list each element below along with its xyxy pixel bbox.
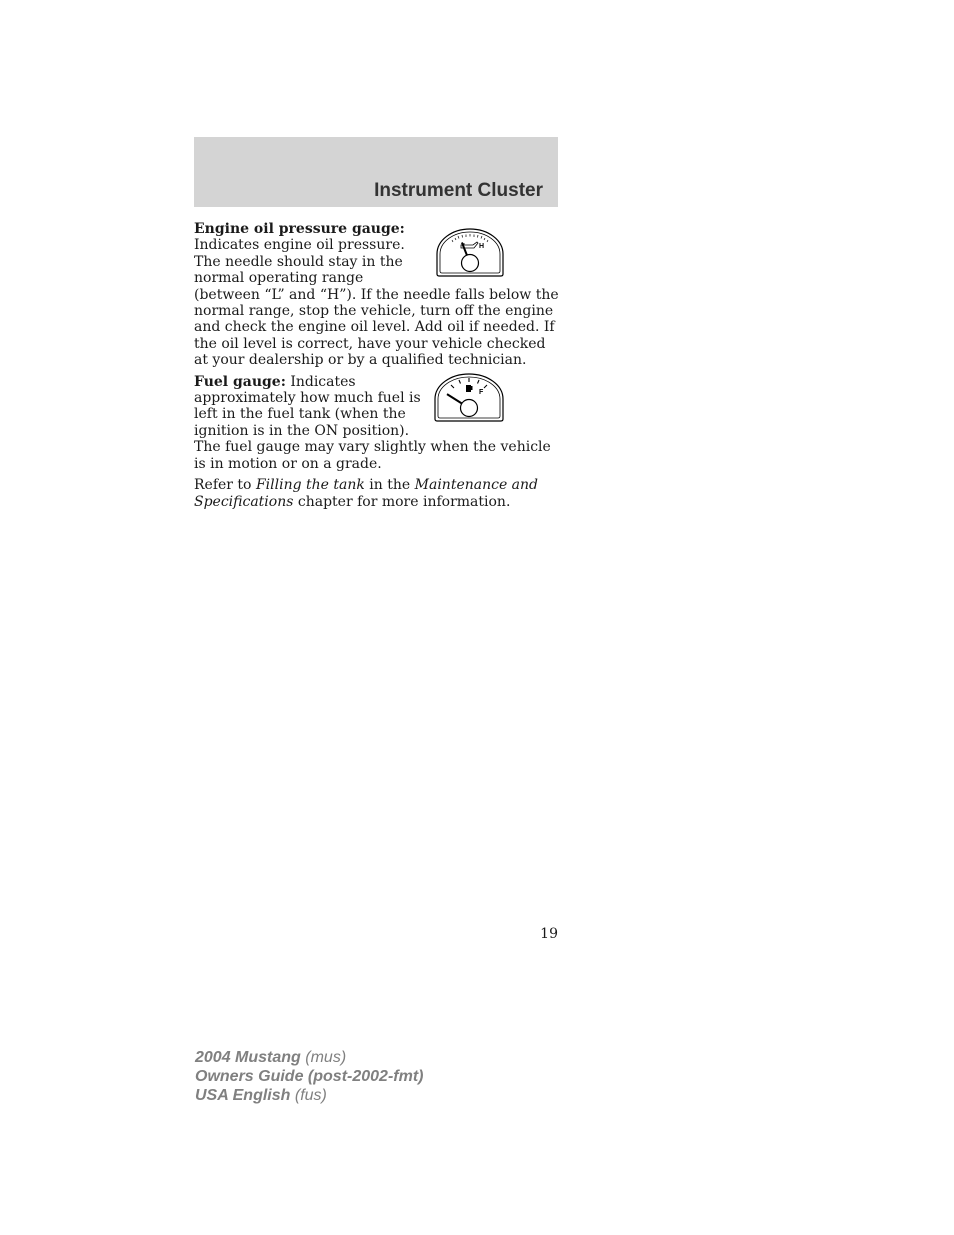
refer-suffix: chapter for more information. [293, 493, 511, 510]
page-number: 19 [540, 926, 558, 942]
oil-pressure-gauge-icon [435, 226, 505, 278]
footer-line-guide: Owners Guide (post-2002-fmt) [195, 1068, 424, 1085]
fuel-gauge-description: Indicates approximately how much fuel is left in the fuel tank (when the ignition is in the ON position). The fuel gauge may vary slightly when the vehicle is in motion or on a grade. [194, 373, 551, 472]
chapter-title: Instrument Cluster [374, 180, 543, 201]
chapter-header [194, 137, 558, 207]
refer-prefix: Refer to [194, 477, 256, 494]
fuel-gauge-paragraph [194, 374, 560, 472]
fuel-gauge-icon [433, 371, 505, 423]
oil-gauge-term: Engine oil pressure gauge: [194, 221, 405, 237]
refer-middle: in the [364, 477, 415, 494]
document-footer [195, 1048, 423, 1105]
fuel-gauge-term: Fuel gauge: [194, 373, 286, 390]
refer-title-filling: Filling the tank [255, 477, 365, 494]
oil-gauge-description: Indicates engine oil pressure. The needle should stay in the normal operating range (between “L” and “H”). If the needle falls below the normal range, stop the vehicle, turn off the engine and check the engine oil level. Add oil if needed. If the oil level is correct, have your vehicle checked at your dealership or by a qualified technician. [194, 237, 559, 369]
refer-paragraph [194, 477, 560, 510]
main-content [194, 221, 560, 515]
oil-gauge-paragraph [194, 221, 560, 369]
svg-text:H: H [479, 243, 485, 250]
refer-title-chapter: Maintenance and Specifications [194, 477, 539, 510]
footer-line-model: 2004 Mustang (mus) [195, 1049, 347, 1066]
footer-line-language: USA English (fus) [195, 1087, 327, 1104]
svg-text:F: F [479, 388, 484, 396]
